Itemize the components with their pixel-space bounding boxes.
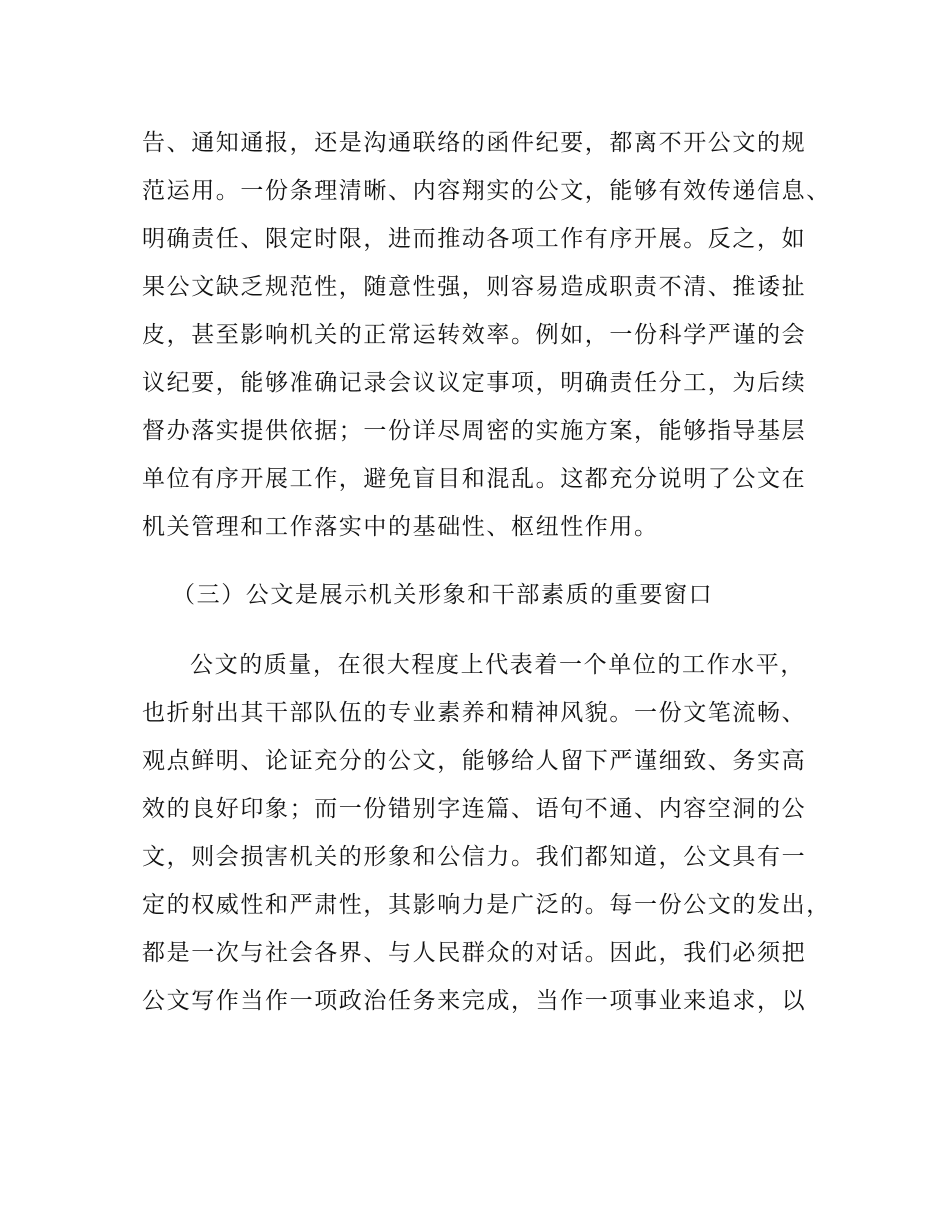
body-text-line: 果公文缺乏规范性，随意性强，则容易造成职责不清、推诿扯: [142, 274, 807, 300]
body-text-line: 也折射出其干部队伍的专业素养和精神风貌。一份文笔流畅、: [142, 700, 807, 726]
body-text-line: 效的良好印象；而一份错别字连篇、语句不通、内容空洞的公: [142, 796, 807, 822]
body-text-line: 范运用。一份条理清晰、内容翔实的公文，能够有效传递信息、: [142, 178, 831, 204]
body-text-line: 都是一次与社会各界、与人民群众的对话。因此，我们必须把: [142, 940, 807, 966]
body-text-line: 文，则会损害机关的形象和公信力。我们都知道，公文具有一: [142, 844, 807, 870]
body-text-line: 公文写作当作一项政治任务来完成，当作一项事业来追求，以: [142, 988, 807, 1014]
body-text-line: 明确责任、限定时限，进而推动各项工作有序开展。反之，如: [142, 226, 807, 252]
body-text-line: 单位有序开展工作，避免盲目和混乱。这都充分说明了公文在: [142, 466, 807, 492]
body-text-line: 机关管理和工作落实中的基础性、枢纽性作用。: [142, 514, 659, 540]
body-text-line: 观点鲜明、论证充分的公文，能够给人留下严谨细致、务实高: [142, 748, 807, 774]
body-text-line: 议纪要，能够准确记录会议议定事项，明确责任分工，为后续: [142, 370, 807, 396]
body-text-line: 定的权威性和严肃性，其影响力是广泛的。每一份公文的发出，: [142, 892, 831, 918]
body-text-line: 告、通知通报，还是沟通联络的函件纪要，都离不开公文的规: [142, 130, 807, 156]
body-text-line: 皮，甚至影响机关的正常运转效率。例如，一份科学严谨的会: [142, 322, 807, 348]
body-text-line: 督办落实提供依据；一份详尽周密的实施方案，能够指导基层: [142, 418, 807, 444]
paragraph-first-line: 公文的质量，在很大程度上代表着一个单位的工作水平，: [190, 652, 805, 678]
section-heading: （三）公文是展示机关形象和干部素质的重要窗口: [172, 582, 714, 608]
